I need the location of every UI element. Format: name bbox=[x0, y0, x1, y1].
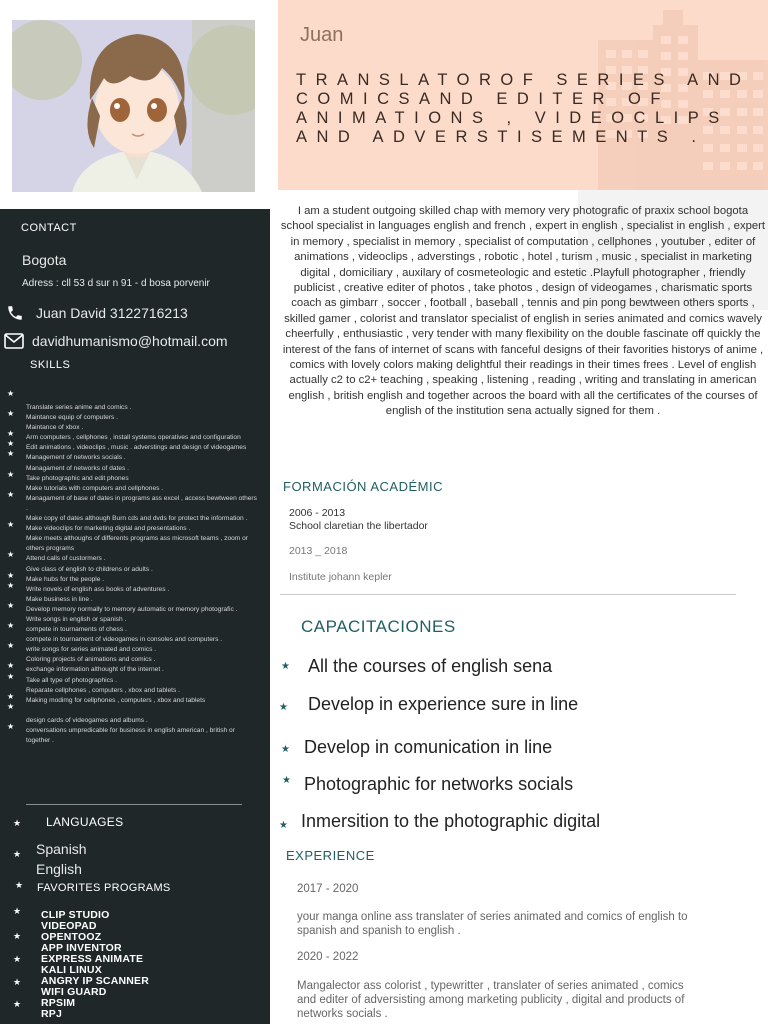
star-icon: ★ bbox=[13, 818, 22, 828]
skill-item: ★ Write novels of english ass books of adventures . bbox=[0, 585, 270, 595]
skills-title: SKILLS bbox=[30, 359, 71, 371]
skill-item: ★ Take all type of photographics . bbox=[0, 676, 270, 686]
skill-item: ★ compete in tournaments of chess . bbox=[0, 625, 270, 635]
favorite-program-item: APP INVENTOR bbox=[41, 942, 122, 954]
experience-desc-2: Mangalector ass colorist , typewritter , translater of series animated , comics and editer of adversisting among marketing publicity , digital and products of networks socials . bbox=[297, 980, 685, 1020]
skills-list bbox=[0, 393, 270, 746]
mail-icon bbox=[4, 333, 24, 349]
experience-desc-1: your manga online ass translater of series animated and comics of english to spanish and spanish to english . bbox=[297, 911, 688, 937]
phone-icon bbox=[6, 304, 24, 322]
capacitaciones-title: CAPACITACIONES bbox=[301, 617, 456, 636]
skill-item: ★ Maintance equip of computers . bbox=[0, 413, 270, 423]
contact-email-row bbox=[4, 333, 228, 349]
anime-portrait-illustration bbox=[12, 20, 255, 192]
capacitacion-item: All the courses of english sena bbox=[308, 656, 553, 676]
favorite-program-item: CLIP STUDIO bbox=[41, 909, 110, 921]
skill-item: Coloring projects of animations and comics . bbox=[26, 656, 156, 664]
favorites-list bbox=[41, 910, 149, 1020]
section-divider bbox=[280, 594, 736, 595]
contact-phone-row bbox=[6, 304, 188, 322]
skill-item: Make meets althoughs of differents programs ass microsoft teams , zoom or others programs bbox=[26, 535, 248, 553]
skill-item: compete in tournament of videogames in consoles and computers . bbox=[26, 636, 223, 644]
skill-item: ★ Arm computers , cellphones , install systems operatives and configuration bbox=[0, 433, 270, 443]
skill-item: ★ Take photographic and edit phones bbox=[0, 474, 270, 484]
bio-paragraph: I am a student outgoing skilled chap with memory very photografic of praxix school bogota school specialist in languages english and french , expert in english , specialist in english , expert in memory , specialist in memory , specialist of computation , cellphones , youtuber , editer of animations , videoclips , adverstings , robotic , hotel , turism , music , specialist in marketing digital , domiciliary , auxilary of cosmeteologic and estetic .Playfull photographer , friendly publicist , creative editer of photos , take photos , design of videogames , charismatic sports coach as gimbarr , soccer , football , baseball , tennis and pin pong bewtween others sports , skilled gamer , colorist and translator specialist of english in series animated and comics wavely cheerfully , enthusiastic , very tender with many flexibility on the double fascinate off quickly the interest of the fans of internet of scans with fanceful designs of their favorities historys of anime , comics with lovely colors making delightful their readings in their times frees . Level of english actually c2 to c2+ teaching , speaking , listening , reading , writing and translating in american english , british english and together acroos the board with all the certificates of the courses of english of the institution sena actually signed for them . bbox=[280, 205, 766, 418]
favorite-program-item: RPSIM bbox=[41, 997, 76, 1009]
star-icon: ★ bbox=[279, 820, 288, 831]
star-icon: ★ bbox=[13, 999, 22, 1009]
formation-school-2: Institute johann kepler bbox=[289, 571, 392, 583]
sidebar-divider bbox=[26, 804, 242, 805]
languages-title: LANGUAGES bbox=[46, 815, 124, 829]
skill-item: ★ Attend calls of custormers . bbox=[0, 554, 270, 564]
skill-item: ★ Making modimg for cellphones , computers , xbox and tablets bbox=[0, 696, 270, 706]
skill-item: Maintance of xbox . bbox=[26, 424, 84, 432]
skill-item: Write songs in english or spanish . bbox=[26, 615, 127, 623]
profile-role: TRANSLATOROF SERIES AND COMICSAND EDITER OF ANIMATIONS , VIDEOCLIPS AND ADVERSTISEMENTS . bbox=[296, 71, 751, 146]
formation-school-1: School claretian the libertador bbox=[289, 520, 428, 532]
header-banner bbox=[278, 0, 768, 190]
experience-title: EXPERIENCE bbox=[286, 848, 375, 863]
experience-period-1: 2017 - 2020 bbox=[297, 883, 359, 895]
profile-name: Juan bbox=[300, 24, 344, 46]
favorite-program-item: EXPRESS ANIMATE bbox=[41, 953, 144, 965]
skill-item: ★ write songs for series animated and comics . bbox=[0, 645, 270, 655]
contact-title: CONTACT bbox=[21, 222, 77, 234]
skill-item bbox=[0, 706, 270, 716]
star-icon: ★ bbox=[279, 702, 288, 713]
skill-item: ★ Develop memory normally to memory automatic or memory photografic . bbox=[0, 605, 270, 615]
skill-item bbox=[0, 393, 270, 403]
skill-item: Translate series anime and comics . bbox=[26, 404, 132, 411]
skill-item: Reparate cellphones , computers , xbox and tablets . bbox=[26, 686, 180, 694]
skill-item: Managament of networks of dates . bbox=[26, 464, 129, 472]
skill-item: ★ Make videoclips for marketing digital and presentations . bbox=[0, 524, 270, 534]
contact-address: Adress : cll 53 d sur n 91 - d bosa porvenir bbox=[22, 278, 210, 289]
star-icon: ★ bbox=[282, 775, 291, 786]
formation-years-2: 2013 _ 2018 bbox=[289, 545, 348, 557]
skill-item: ★ Managament of base of dates in programs ass excel , access bewtween others . bbox=[0, 494, 270, 514]
language-item: Spanish bbox=[36, 841, 87, 857]
capacitacion-item: Photographic for networks socials bbox=[304, 774, 574, 794]
skill-item: ★ conversations umpredicable for business in english american , british or together . bbox=[0, 726, 270, 746]
skill-item: Make tutorials with computers and cellphones . bbox=[26, 484, 164, 492]
skill-item: ★ Management of networks socials . bbox=[0, 453, 270, 463]
capacitacion-item: Develop in experience sure in line bbox=[308, 694, 579, 714]
contact-email[interactable]: davidhumanismo@hotmail.com bbox=[32, 333, 228, 349]
star-icon: ★ bbox=[13, 931, 22, 941]
skill-item: ★ exchange information althought of the internet . bbox=[0, 665, 270, 675]
star-icon: ★ bbox=[13, 849, 22, 859]
capacitacion-item: Inmersition to the photographic digital bbox=[301, 811, 601, 831]
experience-period-2: 2020 - 2022 bbox=[297, 951, 359, 963]
skill-item: Make business in line . bbox=[26, 595, 93, 603]
star-icon: ★ bbox=[13, 906, 22, 916]
favorite-program-item: VIDEOPAD bbox=[41, 920, 97, 932]
sidebar bbox=[0, 209, 270, 1024]
contact-city: Bogota bbox=[22, 252, 67, 268]
contact-phone: Juan David 3122716213 bbox=[36, 305, 188, 321]
skill-item: ★ Make hubs for the people . bbox=[0, 575, 270, 585]
favorites-title: FAVORITES PROGRAMS bbox=[37, 882, 171, 894]
skill-item: ★ Edit animations , videoclips , music . adverstings and design of videogames bbox=[0, 443, 270, 453]
favorite-program-item: KALI LINUX bbox=[41, 964, 102, 976]
star-icon: ★ bbox=[281, 744, 290, 755]
profile-photo bbox=[12, 20, 255, 192]
favorite-program-item: WIFI GUARD bbox=[41, 986, 107, 998]
formation-title: FORMACIÓN ACADÉMIC bbox=[283, 479, 443, 494]
star-icon: ★ bbox=[13, 977, 22, 987]
capacitacion-item: Develop in comunication in line bbox=[304, 737, 553, 757]
favorite-program-item: OPENTOOZ bbox=[41, 931, 102, 943]
star-icon: ★ bbox=[281, 661, 290, 672]
formation-years-1: 2006 - 2013 bbox=[289, 507, 346, 519]
skill-item: Make copy of dates although Burn cds and dvds for protect the information . bbox=[26, 515, 248, 523]
skill-item: Give class of english to childrens or adults . bbox=[26, 565, 153, 573]
language-item: English bbox=[36, 861, 82, 877]
favorite-program-item: RPJ bbox=[41, 1008, 63, 1020]
star-icon: ★ bbox=[15, 880, 24, 890]
star-icon: ★ bbox=[13, 954, 22, 964]
skill-item: design cards of videogames and albums . bbox=[26, 716, 148, 724]
favorite-program-item: ANGRY IP SCANNER bbox=[41, 975, 150, 987]
